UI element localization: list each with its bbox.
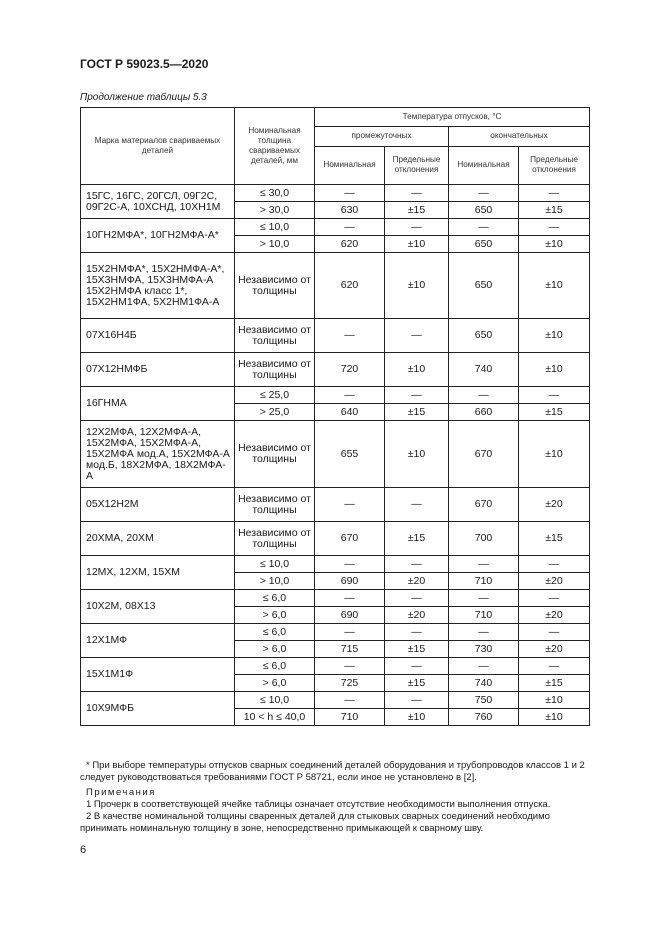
material-cell: 07Х12НМФБ <box>81 353 235 387</box>
material-cell: 10Х9МФБ <box>81 692 235 726</box>
thickness-cell: Независимо от толщины <box>235 522 315 556</box>
final-nominal-cell: 650 <box>449 253 519 319</box>
final-nominal-cell: 750 <box>449 692 519 709</box>
intermediate-nominal-cell: 690 <box>315 573 385 590</box>
intermediate-deviation-cell: — <box>385 692 449 709</box>
intermediate-deviation-cell: — <box>385 556 449 573</box>
table-body <box>81 185 590 726</box>
document-code: ГОСТ Р 59023.5—2020 <box>80 57 209 71</box>
table-row <box>81 421 590 488</box>
thickness-cell: ≤ 25,0 <box>235 387 315 404</box>
material-cell: 15ГС, 16ГС, 20ГСЛ, 09Г2С, 09Г2С-А, 10ХСНД, 10ХН1М <box>81 185 235 219</box>
thickness-cell: ≤ 6,0 <box>235 658 315 675</box>
intermediate-nominal-cell: — <box>315 658 385 675</box>
intermediate-deviation-cell: — <box>385 488 449 522</box>
final-deviation-cell: — <box>519 624 590 641</box>
thickness-cell: > 10,0 <box>235 573 315 590</box>
final-nominal-cell: — <box>449 590 519 607</box>
thickness-cell: > 10,0 <box>235 236 315 253</box>
table-row <box>81 185 590 202</box>
thickness-cell: ≤ 10,0 <box>235 556 315 573</box>
temper-temperature-table <box>80 107 590 726</box>
final-nominal-cell: 650 <box>449 202 519 219</box>
final-nominal-cell: 650 <box>449 236 519 253</box>
intermediate-deviation-cell: ±15 <box>385 641 449 658</box>
table-row <box>81 319 590 353</box>
final-nominal-cell: 660 <box>449 404 519 421</box>
intermediate-deviation-cell: — <box>385 590 449 607</box>
intermediate-deviation-cell: — <box>385 219 449 236</box>
material-cell: 15Х1М1Ф <box>81 658 235 692</box>
intermediate-nominal-cell: 710 <box>315 709 385 726</box>
intermediate-nominal-cell: — <box>315 185 385 202</box>
intermediate-nominal-cell: 630 <box>315 202 385 219</box>
table-caption: Продолжение таблицы 5.3 <box>80 92 207 103</box>
intermediate-nominal-cell: 620 <box>315 236 385 253</box>
final-deviation-cell: — <box>519 658 590 675</box>
thickness-cell: ≤ 6,0 <box>235 590 315 607</box>
material-cell: 16ГНМА <box>81 387 235 421</box>
intermediate-deviation-cell: — <box>385 319 449 353</box>
intermediate-deviation-cell: ±15 <box>385 202 449 219</box>
final-nominal-cell: 670 <box>449 421 519 488</box>
final-nominal-cell: — <box>449 658 519 675</box>
intermediate-nominal-cell: — <box>315 624 385 641</box>
intermediate-deviation-cell: ±10 <box>385 253 449 319</box>
table-row <box>81 692 590 709</box>
table-row <box>81 488 590 522</box>
page-number: 6 <box>80 844 87 856</box>
final-nominal-cell: 740 <box>449 675 519 692</box>
table-row <box>81 522 590 556</box>
final-deviation-cell: ±20 <box>519 488 590 522</box>
note-2: 2 В качестве номинальной толщины сваренных деталей для стыковых сварных соединений необходимо принимать номинальную толщину в зоне, непосредственно примыкающей к сварному шву. <box>80 811 550 834</box>
final-deviation-cell: ±10 <box>519 709 590 726</box>
material-cell: 10Х2М, 08Х13 <box>81 590 235 624</box>
final-deviation-cell: — <box>519 219 590 236</box>
thickness-cell: Независимо от толщины <box>235 319 315 353</box>
header-deviation-intermediate: Предельные отклонения <box>385 146 449 185</box>
material-cell: 05Х12Н2М <box>81 488 235 522</box>
final-nominal-cell: 730 <box>449 641 519 658</box>
final-deviation-cell: ±10 <box>519 253 590 319</box>
final-nominal-cell: — <box>449 556 519 573</box>
header-intermediate: промежуточных <box>315 127 449 146</box>
final-deviation-cell: ±10 <box>519 353 590 387</box>
thickness-cell: ≤ 30,0 <box>235 185 315 202</box>
final-deviation-cell: ±20 <box>519 573 590 590</box>
intermediate-nominal-cell: — <box>315 387 385 404</box>
header-thickness: Номинальная толщина свариваемых деталей, мм <box>235 108 315 185</box>
intermediate-nominal-cell: 655 <box>315 421 385 488</box>
material-cell: 12Х1МФ <box>81 624 235 658</box>
final-deviation-cell: ±10 <box>519 236 590 253</box>
intermediate-deviation-cell: — <box>385 185 449 202</box>
final-deviation-cell: ±20 <box>519 641 590 658</box>
material-cell: 12МХ, 12ХМ, 15ХМ <box>81 556 235 590</box>
final-nominal-cell: 710 <box>449 607 519 624</box>
intermediate-deviation-cell: ±20 <box>385 573 449 590</box>
intermediate-nominal-cell: 715 <box>315 641 385 658</box>
intermediate-nominal-cell: 640 <box>315 404 385 421</box>
thickness-cell: ≤ 6,0 <box>235 624 315 641</box>
thickness-cell: > 25,0 <box>235 404 315 421</box>
final-deviation-cell: ±15 <box>519 675 590 692</box>
final-deviation-cell: ±10 <box>519 319 590 353</box>
table-row <box>81 556 590 573</box>
final-deviation-cell: ±20 <box>519 607 590 624</box>
final-nominal-cell: 740 <box>449 353 519 387</box>
table-row <box>81 590 590 607</box>
final-deviation-cell: ±15 <box>519 522 590 556</box>
intermediate-nominal-cell: 725 <box>315 675 385 692</box>
intermediate-deviation-cell: ±20 <box>385 607 449 624</box>
table-row <box>81 387 590 404</box>
final-deviation-cell: ±10 <box>519 692 590 709</box>
header-deviation-final: Предельные отклонения <box>519 146 590 185</box>
intermediate-deviation-cell: ±10 <box>385 709 449 726</box>
footnote: * При выборе температуры отпусков сварных соединений деталей оборудования и трубопроводов классов 1 и 2 следует руководствоваться требованиями ГОСТ Р 58721, если иное не установлено в [2]. <box>80 760 585 783</box>
intermediate-nominal-cell: 720 <box>315 353 385 387</box>
thickness-cell: > 6,0 <box>235 607 315 624</box>
final-deviation-cell: ±10 <box>519 421 590 488</box>
final-deviation-cell: ±15 <box>519 202 590 219</box>
table-row <box>81 658 590 675</box>
thickness-cell: > 6,0 <box>235 675 315 692</box>
final-nominal-cell: — <box>449 219 519 236</box>
final-deviation-cell: ±15 <box>519 404 590 421</box>
header-temperature: Температура отпусков, °С <box>315 108 590 127</box>
final-nominal-cell: 760 <box>449 709 519 726</box>
thickness-cell: Независимо от толщины <box>235 253 315 319</box>
intermediate-nominal-cell: — <box>315 488 385 522</box>
final-deviation-cell: — <box>519 556 590 573</box>
notes-heading: Примечания <box>86 787 156 798</box>
header-material: Марка материалов свариваемых деталей <box>81 108 235 185</box>
final-deviation-cell: — <box>519 185 590 202</box>
final-nominal-cell: 670 <box>449 488 519 522</box>
thickness-cell: Независимо от толщины <box>235 421 315 488</box>
header-nominal-intermediate: Номинальная <box>315 146 385 185</box>
thickness-cell: Независимо от толщины <box>235 488 315 522</box>
table-row <box>81 219 590 236</box>
material-cell: 15Х2НМФА*, 15Х2НМФА-А*, 15Х3НМФА, 15Х3НМФА-А 15Х2НМФА класс 1*, 15Х2НМ1ФА, 5Х2НМ1ФА-А <box>81 253 235 319</box>
final-deviation-cell: — <box>519 387 590 404</box>
thickness-cell: Независимо от толщины <box>235 353 315 387</box>
thickness-cell: ≤ 10,0 <box>235 692 315 709</box>
thickness-cell: 10 < h ≤ 40,0 <box>235 709 315 726</box>
intermediate-nominal-cell: — <box>315 219 385 236</box>
intermediate-deviation-cell: ±15 <box>385 522 449 556</box>
final-nominal-cell: 710 <box>449 573 519 590</box>
final-nominal-cell: 700 <box>449 522 519 556</box>
final-nominal-cell: — <box>449 624 519 641</box>
thickness-cell: ≤ 10,0 <box>235 219 315 236</box>
thickness-cell: > 30,0 <box>235 202 315 219</box>
header-final: окончательных <box>449 127 590 146</box>
table-row <box>81 253 590 319</box>
table-row <box>81 624 590 641</box>
thickness-cell: > 6,0 <box>235 641 315 658</box>
intermediate-deviation-cell: ±15 <box>385 404 449 421</box>
intermediate-nominal-cell: 690 <box>315 607 385 624</box>
note-1: 1 Прочерк в соответствующей ячейке таблицы означает отсутствие необходимости выполнения отпуска. <box>86 799 551 810</box>
intermediate-deviation-cell: — <box>385 624 449 641</box>
table-row <box>81 353 590 387</box>
material-cell: 10ГН2МФА*, 10ГН2МФА-А* <box>81 219 235 253</box>
intermediate-nominal-cell: 670 <box>315 522 385 556</box>
intermediate-deviation-cell: ±10 <box>385 353 449 387</box>
final-nominal-cell: — <box>449 387 519 404</box>
material-cell: 07Х16Н4Б <box>81 319 235 353</box>
intermediate-nominal-cell: 620 <box>315 253 385 319</box>
intermediate-nominal-cell: — <box>315 556 385 573</box>
intermediate-deviation-cell: — <box>385 658 449 675</box>
intermediate-deviation-cell: ±10 <box>385 421 449 488</box>
intermediate-deviation-cell: ±10 <box>385 236 449 253</box>
header-nominal-final: Номинальная <box>449 146 519 185</box>
material-cell: 12Х2МФА, 12Х2МФА-А, 15Х2МФА, 15Х2МФА-А, 15Х2МФА мод.А, 15Х2МФА-А мод.Б, 18Х2МФА, 18Х2МФА-А <box>81 421 235 488</box>
material-cell: 20ХМА, 20ХМ <box>81 522 235 556</box>
final-deviation-cell: — <box>519 590 590 607</box>
intermediate-deviation-cell: ±15 <box>385 675 449 692</box>
intermediate-deviation-cell: — <box>385 387 449 404</box>
final-nominal-cell: 650 <box>449 319 519 353</box>
final-nominal-cell: — <box>449 185 519 202</box>
intermediate-nominal-cell: — <box>315 590 385 607</box>
intermediate-nominal-cell: — <box>315 319 385 353</box>
intermediate-nominal-cell: — <box>315 692 385 709</box>
